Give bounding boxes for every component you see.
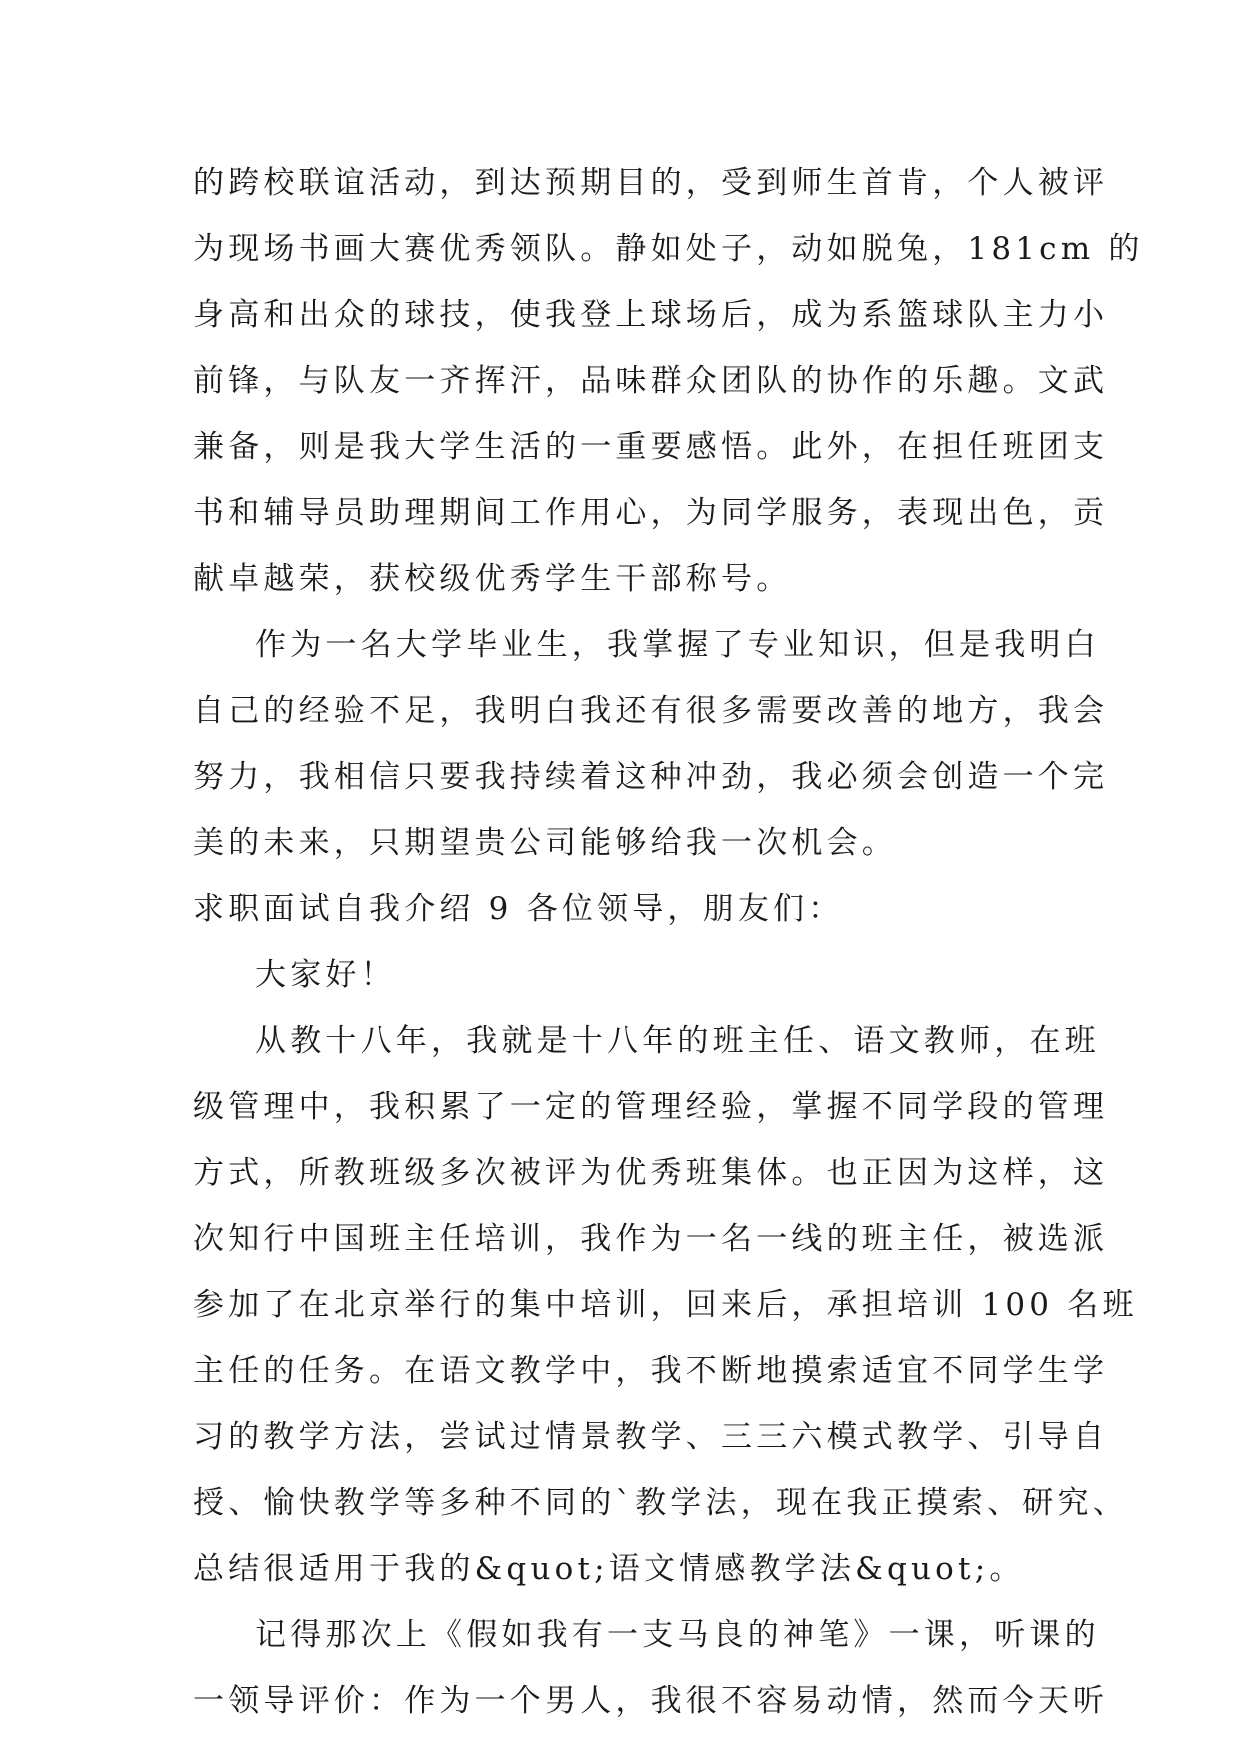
- text-line: 授、愉快教学等多种不同的`教学法，现在我正摸索、研究、: [193, 1485, 1128, 1521]
- text-line: 参加了在北京举行的集中培训，回来后，承担培训 100 名班: [193, 1287, 1138, 1323]
- text-line: 献卓越荣，获校级优秀学生干部称号。: [193, 561, 792, 597]
- text-line: 努力，我相信只要我持续着这种冲劲，我必须会创造一个完: [193, 759, 1109, 795]
- text-line: 主任的任务。在语文教学中，我不断地摸索适宜不同学生学: [193, 1353, 1109, 1389]
- text-line: 为现场书画大赛优秀领队。静如处子，动如脱兔，181cm 的: [193, 231, 1144, 267]
- text-line: 兼备，则是我大学生活的一重要感悟。此外，在担任班团支: [193, 429, 1109, 465]
- text-line: 前锋，与队友一齐挥汗，品味群众团队的协作的乐趣。文武: [193, 363, 1109, 399]
- paragraph-first-line: 从教十八年，我就是十八年的班主任、语文教师，在班: [255, 1023, 1100, 1059]
- text-line: 书和辅导员助理期间工作用心，为同学服务，表现出色，贡: [193, 495, 1109, 531]
- text-line: 次知行中国班主任培训，我作为一名一线的班主任，被选派: [193, 1221, 1109, 1257]
- text-line: 级管理中，我积累了一定的管理经验，掌握不同学段的管理: [193, 1089, 1109, 1125]
- text-line: 美的未来，只期望贵公司能够给我一次机会。: [193, 825, 897, 861]
- text-line: 的跨校联谊活动，到达预期目的，受到师生首肯，个人被评: [193, 165, 1109, 201]
- text-line: 方式，所教班级多次被评为优秀班集体。也正因为这样，这: [193, 1155, 1109, 1191]
- document-body: [193, 150, 1144, 1734]
- text-line: 习的教学方法，尝试过情景教学、三三六模式教学、引导自: [193, 1419, 1109, 1455]
- paragraph-first-line: 作为一名大学毕业生，我掌握了专业知识，但是我明白: [255, 627, 1100, 663]
- paragraph-first-line: 记得那次上《假如我有一支马良的神笔》一课，听课的: [255, 1617, 1100, 1653]
- text-line: 总结很适用于我的&quot;语文情感教学法&quot;。: [193, 1551, 1025, 1587]
- text-line: 自己的经验不足，我明白我还有很多需要改善的地方，我会: [193, 693, 1109, 729]
- section-heading: 求职面试自我介绍 9 各位领导，朋友们：: [193, 891, 844, 927]
- text-line: 一领导评价：作为一个男人，我很不容易动情，然而今天听: [193, 1683, 1109, 1719]
- text-line: 身高和出众的球技，使我登上球场后，成为系篮球队主力小: [193, 297, 1109, 333]
- greeting-line: 大家好！: [255, 957, 396, 993]
